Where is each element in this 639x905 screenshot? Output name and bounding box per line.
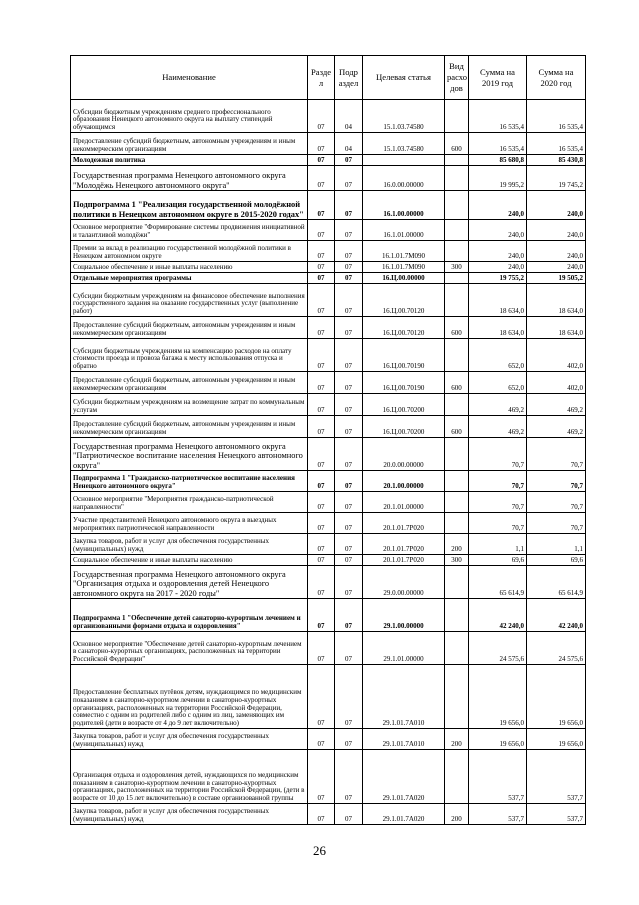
- cell-target: 20.1.01.7Р020: [363, 513, 445, 534]
- cell-name: Предоставление субсидий бюджетным, автономным учреждениям и иным некоммерческим организациям: [71, 317, 308, 339]
- cell-sum-2019: 18 634,0: [469, 284, 527, 317]
- header-sum-2020: Сумма на 2020 год: [527, 56, 586, 100]
- cell-podrazdel: 07: [335, 394, 363, 416]
- header-razdel: Разде л: [308, 56, 335, 100]
- cell-podrazdel: 07: [335, 729, 363, 750]
- cell-sum-2020: 469,2: [527, 394, 586, 416]
- cell-target: 16.1.01.7М090: [363, 262, 445, 273]
- table-row: [71, 220, 586, 241]
- cell-sum-2019: 652,0: [469, 372, 527, 394]
- table-row: [71, 555, 586, 566]
- cell-name: Отдельные мероприятия программы: [71, 273, 308, 284]
- cell-razdel: 07: [308, 133, 335, 155]
- cell-podrazdel: 07: [335, 665, 363, 729]
- cell-sum-2020: 240,0: [527, 220, 586, 241]
- cell-vid: [445, 599, 469, 632]
- cell-vid: [445, 284, 469, 317]
- cell-sum-2020: 402,0: [527, 339, 586, 372]
- cell-sum-2019: 652,0: [469, 339, 527, 372]
- cell-vid: [445, 191, 469, 220]
- cell-target: 16.1.01.00000: [363, 220, 445, 241]
- header-sum-2019: Сумма на 2019 год: [469, 56, 527, 100]
- cell-sum-2019: 18 634,0: [469, 317, 527, 339]
- cell-sum-2020: 65 614,9: [527, 566, 586, 599]
- cell-sum-2020: 240,0: [527, 262, 586, 273]
- cell-vid: 200: [445, 534, 469, 555]
- cell-podrazdel: 07: [335, 416, 363, 438]
- cell-podrazdel: 07: [335, 262, 363, 273]
- cell-target: 29.1.01.7А010: [363, 729, 445, 750]
- cell-vid: [445, 471, 469, 492]
- cell-name: Подпрограмма 1 "Гражданско-патриотическое воспитание населения Ненецкого автономного округа": [71, 471, 308, 492]
- cell-name: Государственная программа Ненецкого автономного округа "Молодёжь Ненецкого автономного округа": [71, 166, 308, 191]
- cell-target: [363, 155, 445, 166]
- cell-razdel: 07: [308, 339, 335, 372]
- cell-sum-2019: 65 614,9: [469, 566, 527, 599]
- cell-sum-2019: 537,7: [469, 750, 527, 804]
- cell-name: Молодежная политика: [71, 155, 308, 166]
- table-row: [71, 273, 586, 284]
- cell-name: Участие представителей Ненецкого автономного округа в выездных мероприятиях патриотической направленности: [71, 513, 308, 534]
- table-row: [71, 492, 586, 513]
- cell-sum-2020: 42 240,0: [527, 599, 586, 632]
- cell-name: Государственная программа Ненецкого автономного округа "Организация отдыха и оздоровления детей Ненецкого автономного округа на 2017 - 2020 годы": [71, 566, 308, 599]
- cell-name: Социальное обеспечение и иные выплаты населению: [71, 555, 308, 566]
- table-row: [71, 566, 586, 599]
- cell-vid: [445, 220, 469, 241]
- header-target: Целевая статья: [363, 56, 445, 100]
- cell-target: 29.0.00.00000: [363, 566, 445, 599]
- table-row: [71, 534, 586, 555]
- cell-sum-2019: 19 755,2: [469, 273, 527, 284]
- cell-target: 16.Ц.00.70200: [363, 394, 445, 416]
- table-row: [71, 513, 586, 534]
- cell-sum-2020: 16 535,4: [527, 100, 586, 133]
- table-row: [71, 262, 586, 273]
- table-row: [71, 416, 586, 438]
- cell-sum-2019: 240,0: [469, 191, 527, 220]
- header-vid: Вид расхо дов: [445, 56, 469, 100]
- cell-target: 20.1.01.00000: [363, 492, 445, 513]
- cell-vid: [445, 241, 469, 262]
- cell-vid: [445, 166, 469, 191]
- cell-vid: [445, 665, 469, 729]
- table-row: [71, 471, 586, 492]
- cell-podrazdel: 07: [335, 534, 363, 555]
- cell-target: 29.1.01.7А020: [363, 804, 445, 825]
- cell-vid: [445, 100, 469, 133]
- cell-razdel: 07: [308, 750, 335, 804]
- cell-sum-2019: 16 535,4: [469, 100, 527, 133]
- cell-vid: [445, 394, 469, 416]
- cell-target: 16.1.01.7М090: [363, 241, 445, 262]
- cell-sum-2019: 19 995,2: [469, 166, 527, 191]
- cell-target: 15.1.03.74580: [363, 100, 445, 133]
- cell-name: Субсидии бюджетным учреждениям на финансовое обеспечение выполнения государственного задания на оказание государственных услуг (выполнение работ): [71, 284, 308, 317]
- cell-name: Премии за вклад в реализацию государственной молодёжной политики в Ненецком автономном округе: [71, 241, 308, 262]
- cell-podrazdel: 07: [335, 284, 363, 317]
- cell-sum-2020: 469,2: [527, 416, 586, 438]
- cell-target: 20.0.00.00000: [363, 438, 445, 471]
- cell-sum-2020: 537,7: [527, 750, 586, 804]
- cell-podrazdel: 07: [335, 492, 363, 513]
- cell-target: 16.1.00.00000: [363, 191, 445, 220]
- cell-target: 29.1.01.00000: [363, 632, 445, 665]
- cell-sum-2019: 70,7: [469, 471, 527, 492]
- cell-sum-2019: 42 240,0: [469, 599, 527, 632]
- cell-sum-2019: 240,0: [469, 220, 527, 241]
- cell-razdel: 07: [308, 555, 335, 566]
- cell-razdel: 07: [308, 804, 335, 825]
- table-row: [71, 599, 586, 632]
- cell-razdel: 07: [308, 100, 335, 133]
- cell-name: Закупка товаров, работ и услуг для обеспечения государственных (муниципальных) нужд: [71, 804, 308, 825]
- cell-vid: 200: [445, 804, 469, 825]
- cell-podrazdel: 07: [335, 438, 363, 471]
- cell-name: Основное мероприятие "Мероприятия гражданско-патриотической направленности": [71, 492, 308, 513]
- cell-podrazdel: 07: [335, 750, 363, 804]
- cell-podrazdel: 04: [335, 100, 363, 133]
- cell-vid: [445, 273, 469, 284]
- table-row: [71, 100, 586, 133]
- cell-sum-2020: 19 656,0: [527, 729, 586, 750]
- cell-target: 20.1.01.7Р020: [363, 555, 445, 566]
- cell-razdel: 07: [308, 513, 335, 534]
- cell-sum-2020: 537,7: [527, 804, 586, 825]
- cell-razdel: 07: [308, 372, 335, 394]
- cell-vid: [445, 566, 469, 599]
- cell-sum-2019: 537,7: [469, 804, 527, 825]
- cell-vid: 600: [445, 317, 469, 339]
- cell-vid: 300: [445, 262, 469, 273]
- table-row: [71, 804, 586, 825]
- cell-sum-2020: 70,7: [527, 438, 586, 471]
- budget-table: [70, 55, 586, 825]
- cell-razdel: 07: [308, 632, 335, 665]
- cell-sum-2020: 70,7: [527, 471, 586, 492]
- cell-sum-2020: 19 745,2: [527, 166, 586, 191]
- header-name: Наименование: [71, 56, 308, 100]
- cell-vid: 600: [445, 133, 469, 155]
- table-row: [71, 191, 586, 220]
- cell-target: 16.Ц.00.70120: [363, 317, 445, 339]
- table-row: [71, 155, 586, 166]
- cell-podrazdel: 07: [335, 155, 363, 166]
- cell-name: Государственная программа Ненецкого автономного округа "Патриотическое воспитание населения Ненецкого автономного округа": [71, 438, 308, 471]
- table-row: [71, 632, 586, 665]
- cell-name: Субсидии бюджетным учреждениям на компенсацию расходов на оплату стоимости проезда и провоза багажа к месту использования отпуска и обратно: [71, 339, 308, 372]
- cell-sum-2020: 70,7: [527, 492, 586, 513]
- cell-podrazdel: 04: [335, 133, 363, 155]
- cell-sum-2019: 19 656,0: [469, 729, 527, 750]
- cell-target: 15.1.03.74580: [363, 133, 445, 155]
- cell-sum-2019: 70,7: [469, 438, 527, 471]
- cell-sum-2019: 240,0: [469, 241, 527, 262]
- cell-name: Предоставление субсидий бюджетным, автономным учреждениям и иным некоммерческим организациям: [71, 133, 308, 155]
- cell-podrazdel: 07: [335, 632, 363, 665]
- cell-sum-2019: 69,6: [469, 555, 527, 566]
- table-row: [71, 317, 586, 339]
- cell-podrazdel: 07: [335, 339, 363, 372]
- cell-podrazdel: 07: [335, 191, 363, 220]
- cell-podrazdel: 07: [335, 599, 363, 632]
- cell-name: Подпрограмма 1 "Обеспечение детей санаторно-курортным лечением и организованными формами отдыха и оздоровления": [71, 599, 308, 632]
- cell-name: Основное мероприятие "Формирование системы продвижения инициативной и талантливой молодёжи": [71, 220, 308, 241]
- table-row: [71, 339, 586, 372]
- cell-name: Социальное обеспечение и иные выплаты населению: [71, 262, 308, 273]
- table-row: [71, 133, 586, 155]
- table-row: [71, 438, 586, 471]
- cell-sum-2020: 240,0: [527, 241, 586, 262]
- cell-razdel: 07: [308, 166, 335, 191]
- cell-vid: [445, 438, 469, 471]
- table-row: [71, 665, 586, 729]
- cell-name: Основное мероприятие "Обеспечение детей санаторно-курортным лечением в санаторно-курортных организациях, расположенных на территории Российской Федерации": [71, 632, 308, 665]
- cell-razdel: 07: [308, 566, 335, 599]
- cell-sum-2019: 1,1: [469, 534, 527, 555]
- cell-razdel: 07: [308, 438, 335, 471]
- cell-vid: [445, 632, 469, 665]
- cell-sum-2020: 16 535,4: [527, 133, 586, 155]
- cell-name: Субсидии бюджетным учреждениям на возмещение затрат по коммунальным услугам: [71, 394, 308, 416]
- table-row: [71, 166, 586, 191]
- cell-sum-2019: 469,2: [469, 394, 527, 416]
- cell-vid: [445, 750, 469, 804]
- cell-target: 16.Ц.00.00000: [363, 273, 445, 284]
- cell-razdel: 07: [308, 273, 335, 284]
- cell-name: Предоставление субсидий бюджетным, автономным учреждениям и иным некоммерческим организациям: [71, 372, 308, 394]
- cell-podrazdel: 07: [335, 317, 363, 339]
- cell-name: Подпрограмма 1 "Реализация государственной молодёжной политики в Ненецком автономном округе в 2015-2020 годах": [71, 191, 308, 220]
- cell-razdel: 07: [308, 241, 335, 262]
- cell-podrazdel: 07: [335, 555, 363, 566]
- cell-target: 29.1.00.00000: [363, 599, 445, 632]
- cell-vid: [445, 155, 469, 166]
- cell-razdel: 07: [308, 471, 335, 492]
- cell-name: Закупка товаров, работ и услуг для обеспечения государственных (муниципальных) нужд: [71, 534, 308, 555]
- cell-target: 29.1.01.7А010: [363, 665, 445, 729]
- cell-name: Организация отдыха и оздоровления детей, нуждающихся по медицинским показаниям в санаторно-курортном лечении в санаторно-курортных организациях, расположенных на территории Российской Федерации, (дети в возрасте от 10 до 15 лет включительно) в составе организованной группы: [71, 750, 308, 804]
- cell-razdel: 07: [308, 394, 335, 416]
- cell-razdel: 07: [308, 492, 335, 513]
- table-body: [71, 100, 586, 825]
- cell-sum-2019: 469,2: [469, 416, 527, 438]
- cell-sum-2020: 19 656,0: [527, 665, 586, 729]
- cell-name: Закупка товаров, работ и услуг для обеспечения государственных (муниципальных) нужд: [71, 729, 308, 750]
- cell-sum-2019: 240,0: [469, 262, 527, 273]
- cell-razdel: 07: [308, 284, 335, 317]
- cell-sum-2020: 85 430,8: [527, 155, 586, 166]
- cell-target: 16.Ц.00.70190: [363, 339, 445, 372]
- table-row: [71, 729, 586, 750]
- table-header-row: [71, 56, 586, 100]
- cell-vid: [445, 513, 469, 534]
- cell-sum-2020: 402,0: [527, 372, 586, 394]
- cell-podrazdel: 07: [335, 273, 363, 284]
- cell-sum-2019: 70,7: [469, 513, 527, 534]
- cell-podrazdel: 07: [335, 513, 363, 534]
- cell-target: 20.1.01.7Р020: [363, 534, 445, 555]
- page-number: 26: [313, 843, 326, 858]
- cell-podrazdel: 07: [335, 566, 363, 599]
- table-row: [71, 394, 586, 416]
- table-row: [71, 750, 586, 804]
- cell-target: 16.Ц.00.70190: [363, 372, 445, 394]
- cell-sum-2020: 1,1: [527, 534, 586, 555]
- cell-sum-2019: 16 535,4: [469, 133, 527, 155]
- cell-razdel: 07: [308, 220, 335, 241]
- header-podrazdel: Подр аздел: [335, 56, 363, 100]
- cell-sum-2019: 19 656,0: [469, 665, 527, 729]
- table-row: [71, 284, 586, 317]
- cell-razdel: 07: [308, 665, 335, 729]
- cell-podrazdel: 07: [335, 804, 363, 825]
- cell-razdel: 07: [308, 416, 335, 438]
- cell-name: Субсидии бюджетным учреждениям среднего профессионального образования Ненецкого автономного округа на выплату стипендий обучающимся: [71, 100, 308, 133]
- cell-razdel: 07: [308, 599, 335, 632]
- cell-sum-2019: 85 680,8: [469, 155, 527, 166]
- cell-razdel: 07: [308, 191, 335, 220]
- cell-vid: 600: [445, 372, 469, 394]
- cell-vid: [445, 339, 469, 372]
- cell-podrazdel: 07: [335, 372, 363, 394]
- cell-target: 16.Ц.00.70200: [363, 416, 445, 438]
- cell-razdel: 07: [308, 317, 335, 339]
- cell-vid: 200: [445, 729, 469, 750]
- cell-sum-2019: 24 575,6: [469, 632, 527, 665]
- cell-sum-2020: 70,7: [527, 513, 586, 534]
- table-row: [71, 372, 586, 394]
- cell-sum-2019: 70,7: [469, 492, 527, 513]
- cell-target: 16.0.00.00000: [363, 166, 445, 191]
- cell-sum-2020: 69,6: [527, 555, 586, 566]
- cell-podrazdel: 07: [335, 471, 363, 492]
- cell-podrazdel: 07: [335, 166, 363, 191]
- cell-target: 16.Ц.00.70120: [363, 284, 445, 317]
- cell-sum-2020: 18 634,0: [527, 317, 586, 339]
- cell-sum-2020: 24 575,6: [527, 632, 586, 665]
- cell-name: Предоставление бесплатных путёвок детям, нуждающимся по медицинским показаниям в санаторно-курортном лечении в санаторно-курортных организациях, расположенных на территории Российской Федерации, совместно с одним из родителей либо с одним из лиц, заменяющих им родителей (дети в возрасте от 4 до 9 лет включительно): [71, 665, 308, 729]
- table-row: [71, 241, 586, 262]
- cell-target: 20.1.00.00000: [363, 471, 445, 492]
- cell-vid: 300: [445, 555, 469, 566]
- cell-podrazdel: 07: [335, 220, 363, 241]
- cell-sum-2020: 19 505,2: [527, 273, 586, 284]
- cell-name: Предоставление субсидий бюджетным, автономным учреждениям и иным некоммерческим организациям: [71, 416, 308, 438]
- cell-vid: 600: [445, 416, 469, 438]
- cell-razdel: 07: [308, 729, 335, 750]
- cell-razdel: 07: [308, 262, 335, 273]
- cell-razdel: 07: [308, 534, 335, 555]
- cell-razdel: 07: [308, 155, 335, 166]
- cell-target: 29.1.01.7А020: [363, 750, 445, 804]
- cell-vid: [445, 492, 469, 513]
- cell-sum-2020: 18 634,0: [527, 284, 586, 317]
- cell-sum-2020: 240,0: [527, 191, 586, 220]
- cell-podrazdel: 07: [335, 241, 363, 262]
